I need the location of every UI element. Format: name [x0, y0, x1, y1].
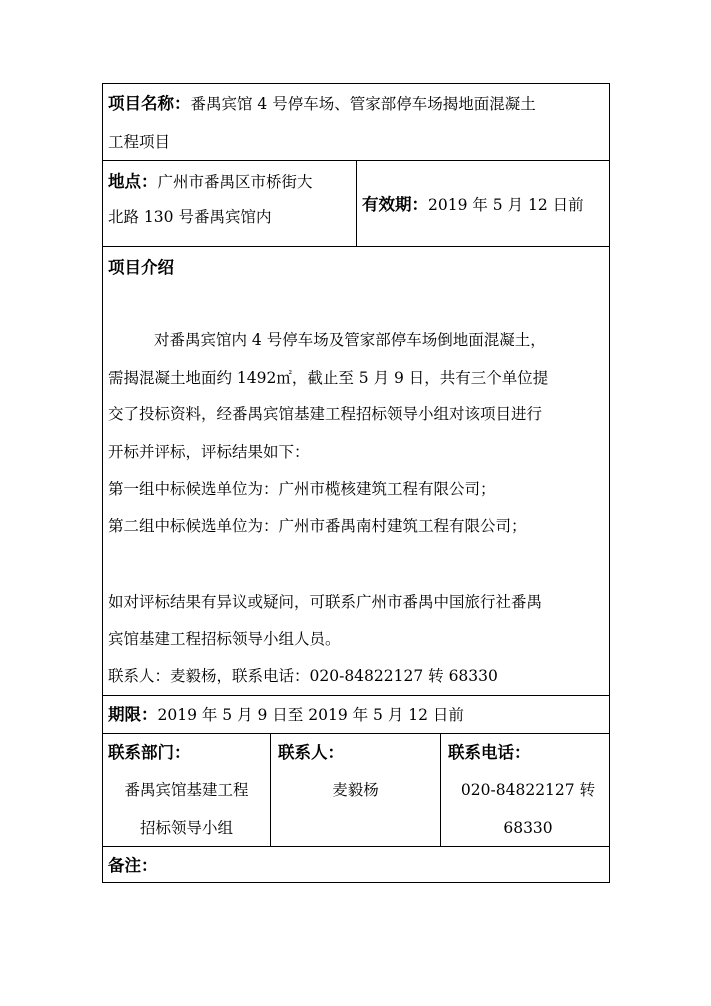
divider — [102, 246, 610, 247]
location-label: 地点： — [108, 172, 158, 191]
project-name-line2: 工程项目 — [108, 133, 171, 151]
phone-label: 联系电话： — [448, 743, 531, 762]
location-line2: 北路 130 号番禺宾馆内 — [108, 208, 272, 226]
dept-line2: 招标领导小组 — [139, 818, 233, 837]
remarks-label: 备注： — [108, 856, 158, 875]
divider — [356, 160, 357, 246]
objection-line2: 宾馆基建工程招标领导小组人员。 — [108, 630, 341, 648]
phone-value — [446, 772, 610, 847]
candidate-1: 第一组中标候选单位为：广州市榄核建筑工程有限公司； — [108, 480, 496, 498]
intro-para-line: 交了投标资料，经番禺宾馆基建工程招标领导小组对该项目进行 — [108, 405, 543, 423]
person-value: 麦毅杨 — [332, 781, 379, 799]
phone-line2: 68330 — [503, 818, 553, 837]
divider — [440, 733, 441, 846]
location-line1: 广州市番禺区市桥街大 — [157, 173, 313, 191]
period-row — [108, 696, 464, 734]
dept-value — [105, 772, 268, 847]
validity-row — [362, 186, 584, 224]
intro-para-line: 需揭混凝土地面约 1492㎡，截止至 5 月 9 日，共有三个单位提 — [108, 369, 549, 387]
phone-line1: 020-84822127 转 — [460, 781, 596, 799]
period-label: 期限： — [108, 705, 158, 724]
contact-line: 联系人：麦毅杨，联系电话：020-84822127 转 68330 — [108, 667, 498, 685]
validity-label: 有效期： — [362, 195, 428, 214]
intro-para-line: 对番禺宾馆内 4 号停车场及管家部停车场倒地面混凝土， — [154, 331, 546, 349]
location-row — [108, 163, 313, 201]
project-name-line1: 番禺宾馆 4 号停车场、管家部停车场揭地面混凝土 — [190, 95, 536, 113]
dept-line1: 番禺宾馆基建工程 — [124, 781, 249, 799]
project-name-label: 项目名称： — [108, 94, 191, 113]
objection-line1: 如对评标结果有异议或疑问，可联系广州市番禺中国旅行社番禺 — [108, 593, 543, 611]
dept-label: 联系部门： — [108, 743, 191, 762]
project-name-row — [108, 85, 536, 123]
person-label: 联系人： — [278, 743, 344, 762]
intro-para-line: 开标并评标，评标结果如下： — [108, 443, 310, 461]
validity-value: 2019 年 5 月 12 日前 — [428, 196, 584, 214]
candidate-2: 第二组中标候选单位为：广州市番禺南村建筑工程有限公司； — [108, 517, 527, 535]
period-value: 2019 年 5 月 9 日至 2019 年 5 月 12 日前 — [157, 706, 464, 724]
intro-heading: 项目介绍 — [108, 258, 174, 277]
